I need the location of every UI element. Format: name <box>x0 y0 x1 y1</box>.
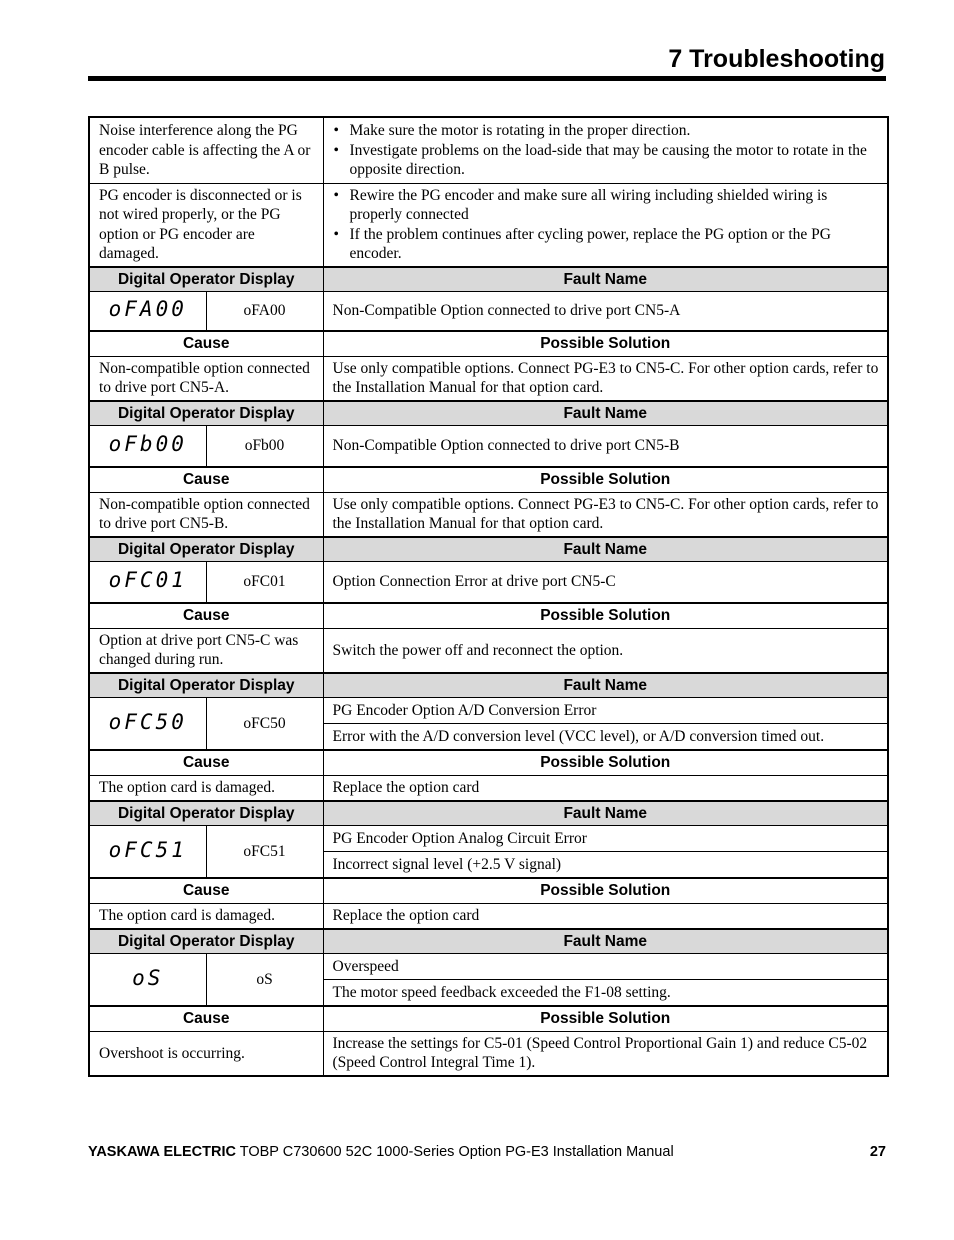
display-header: Digital Operator Display <box>89 401 323 426</box>
solution-cell: Use only compatible options. Connect PG-E3 to CN5-C. For other option cards, refer to the Installation Manual for that option card. <box>323 492 888 537</box>
solution-cell <box>323 183 888 267</box>
segment-display <box>89 562 206 603</box>
fault-name-header: Fault Name <box>323 929 888 954</box>
page-title: 7 Troubleshooting <box>668 45 885 73</box>
solution-header: Possible Solution <box>323 750 888 776</box>
solution-header: Possible Solution <box>323 1006 888 1032</box>
display-header-row <box>89 673 888 698</box>
page-number: 27 <box>869 1144 886 1160</box>
display-header: Digital Operator Display <box>89 267 323 292</box>
fault-row <box>89 698 888 724</box>
segment-display <box>89 426 206 467</box>
table-row <box>89 492 888 537</box>
cause-header-row <box>89 603 888 629</box>
fault-description: Incorrect signal level (+2.5 V signal) <box>323 852 888 878</box>
cause-cell: Non-compatible option connected to drive port CN5-A. <box>89 356 323 401</box>
solution-cell <box>323 117 888 183</box>
fault-name-header: Fault Name <box>323 267 888 292</box>
fault-description: Error with the A/D conversion level (VCC level), or A/D conversion timed out. <box>323 724 888 750</box>
cause-header-row <box>89 331 888 357</box>
cause-header-row <box>89 750 888 776</box>
cause-cell: Non-compatible option connected to drive port CN5-B. <box>89 492 323 537</box>
segment-display <box>89 826 206 878</box>
solution-item: • Investigate problems on the load-side that may be causing the motor to rotate in the opposite direction. <box>333 141 882 180</box>
segment-display-text: oFC01 <box>108 568 187 593</box>
table-row <box>89 1031 888 1076</box>
fault-name-header: Fault Name <box>323 537 888 562</box>
display-header: Digital Operator Display <box>89 537 323 562</box>
display-header-row <box>89 929 888 954</box>
solution-item: • Make sure the motor is rotating in the proper direction. <box>333 121 882 140</box>
solution-cell: Increase the settings for C5-01 (Speed Control Proportional Gain 1) and reduce C5-02 (Speed Control Integral Time 1). <box>323 1031 888 1076</box>
display-header: Digital Operator Display <box>89 673 323 698</box>
table-row <box>89 183 888 267</box>
fault-name-header: Fault Name <box>323 401 888 426</box>
table-row <box>89 117 888 183</box>
fault-row <box>89 954 888 980</box>
cause-header: Cause <box>89 1006 323 1032</box>
table-row <box>89 356 888 401</box>
segment-display <box>89 698 206 750</box>
solution-cell: Replace the option card <box>323 775 888 801</box>
fault-row <box>89 562 888 603</box>
cause-cell: The option card is damaged. <box>89 775 323 801</box>
fault-table <box>88 116 889 1077</box>
cause-header: Cause <box>89 603 323 629</box>
fault-name: PG Encoder Option A/D Conversion Error <box>323 698 888 724</box>
footer-doc-title: TOBP C730600 52C 1000-Series Option PG-E3 Installation Manual <box>235 1144 674 1160</box>
fault-code: oFC01 <box>206 562 323 603</box>
solution-cell: Replace the option card <box>323 903 888 929</box>
fault-row <box>89 826 888 852</box>
fault-code: oS <box>206 954 323 1006</box>
solution-header: Possible Solution <box>323 878 888 904</box>
cause-header-row <box>89 878 888 904</box>
header-rule <box>88 76 886 81</box>
footer-brand: YASKAWA ELECTRIC <box>88 1144 236 1160</box>
fault-description: The motor speed feedback exceeded the F1-08 setting. <box>323 980 888 1006</box>
fault-code: oFC51 <box>206 826 323 878</box>
segment-display-text: oS <box>132 965 164 990</box>
fault-row <box>89 426 888 467</box>
table-row <box>89 775 888 801</box>
cause-header: Cause <box>89 331 323 357</box>
display-header: Digital Operator Display <box>89 929 323 954</box>
fault-code: oFb00 <box>206 426 323 467</box>
solution-cell: Switch the power off and reconnect the option. <box>323 628 888 673</box>
cause-header: Cause <box>89 467 323 493</box>
cause-cell: Overshoot is occurring. <box>89 1031 323 1076</box>
cause-header: Cause <box>89 750 323 776</box>
cause-header: Cause <box>89 878 323 904</box>
display-header-row <box>89 267 888 292</box>
fault-code: oFA00 <box>206 292 323 331</box>
segment-display-text: oFC51 <box>108 837 187 862</box>
display-header-row <box>89 801 888 826</box>
display-header: Digital Operator Display <box>89 801 323 826</box>
display-header-row <box>89 537 888 562</box>
fault-name: Non-Compatible Option connected to drive port CN5-A <box>323 292 888 331</box>
cause-cell: Noise interference along the PG encoder cable is affecting the A or B pulse. <box>89 117 323 183</box>
solution-header: Possible Solution <box>323 467 888 493</box>
cause-cell: The option card is damaged. <box>89 903 323 929</box>
table-row <box>89 628 888 673</box>
segment-display <box>89 292 206 331</box>
fault-name: Non-Compatible Option connected to drive port CN5-B <box>323 426 888 467</box>
display-header-row <box>89 401 888 426</box>
fault-name: Overspeed <box>323 954 888 980</box>
solution-header: Possible Solution <box>323 603 888 629</box>
fault-name-header: Fault Name <box>323 673 888 698</box>
cause-header-row <box>89 1006 888 1032</box>
segment-display-text: oFA00 <box>108 297 187 322</box>
segment-display <box>89 954 206 1006</box>
fault-row <box>89 292 888 331</box>
table-row <box>89 903 888 929</box>
solution-header: Possible Solution <box>323 331 888 357</box>
cause-cell: Option at drive port CN5-C was changed during run. <box>89 628 323 673</box>
solution-cell: Use only compatible options. Connect PG-E3 to CN5-C. For other option cards, refer to the Installation Manual for that option card. <box>323 356 888 401</box>
fault-name: PG Encoder Option Analog Circuit Error <box>323 826 888 852</box>
fault-name-header: Fault Name <box>323 801 888 826</box>
segment-display-text: oFb00 <box>108 432 187 457</box>
fault-code: oFC50 <box>206 698 323 750</box>
cause-cell: PG encoder is disconnected or is not wired properly, or the PG option or PG encoder are damaged. <box>89 183 323 267</box>
segment-display-text: oFC50 <box>108 709 187 734</box>
solution-item: • Rewire the PG encoder and make sure all wiring including shielded wiring is properly connected <box>333 186 882 225</box>
solution-item: • If the problem continues after cycling power, replace the PG option or the PG encoder. <box>333 225 882 264</box>
page-footer <box>88 1141 886 1163</box>
fault-name: Option Connection Error at drive port CN5-C <box>323 562 888 603</box>
cause-header-row <box>89 467 888 493</box>
